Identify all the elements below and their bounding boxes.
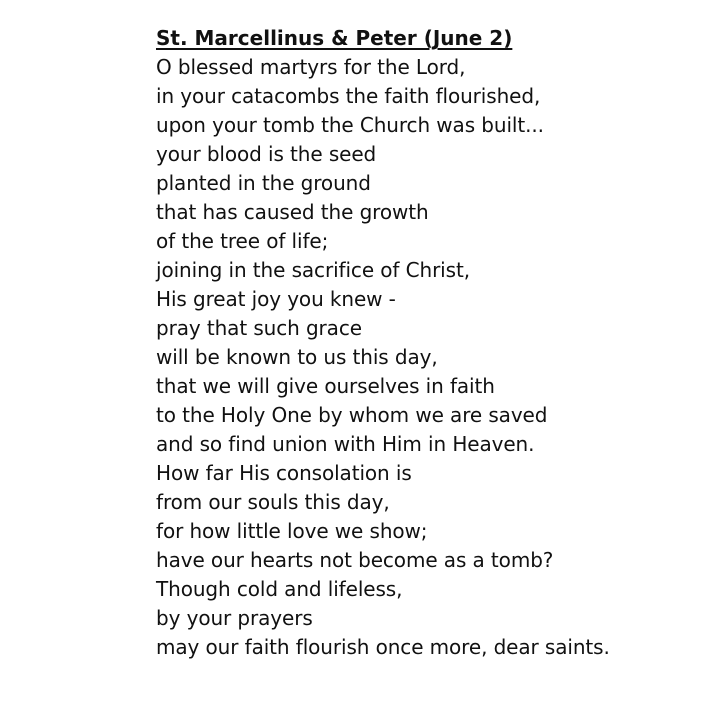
- poem-line: upon your tomb the Church was built...: [156, 113, 544, 137]
- poem-line: and so find union with Him in Heaven.: [156, 432, 535, 456]
- poem-line: that has caused the growth: [156, 200, 429, 224]
- poem-line: How far His consolation is: [156, 461, 412, 485]
- poem-line: by your prayers: [156, 606, 313, 630]
- poem-line: may our faith flourish once more, dear saints.: [156, 635, 610, 659]
- poem-line: to the Holy One by whom we are saved: [156, 403, 548, 427]
- poem-line: Though cold and lifeless,: [156, 577, 403, 601]
- poem-line: will be known to us this day,: [156, 345, 438, 369]
- poem-line: O blessed martyrs for the Lord,: [156, 55, 466, 79]
- poem-line: of the tree of life;: [156, 229, 329, 253]
- poem-line: from our souls this day,: [156, 490, 390, 514]
- poem-line: in your catacombs the faith flourished,: [156, 84, 541, 108]
- poem: [156, 24, 720, 662]
- poem-line: planted in the ground: [156, 171, 371, 195]
- poem-line: pray that such grace: [156, 316, 362, 340]
- poem-line: joining in the sacrifice of Christ,: [156, 258, 470, 282]
- poem-line: your blood is the seed: [156, 142, 377, 166]
- poem-line: His great joy you knew -: [156, 287, 396, 311]
- poem-title: St. Marcellinus & Peter (June 2): [156, 26, 513, 50]
- poem-line: have our hearts not become as a tomb?: [156, 548, 554, 572]
- poem-line: that we will give ourselves in faith: [156, 374, 495, 398]
- poem-line: for how little love we show;: [156, 519, 428, 543]
